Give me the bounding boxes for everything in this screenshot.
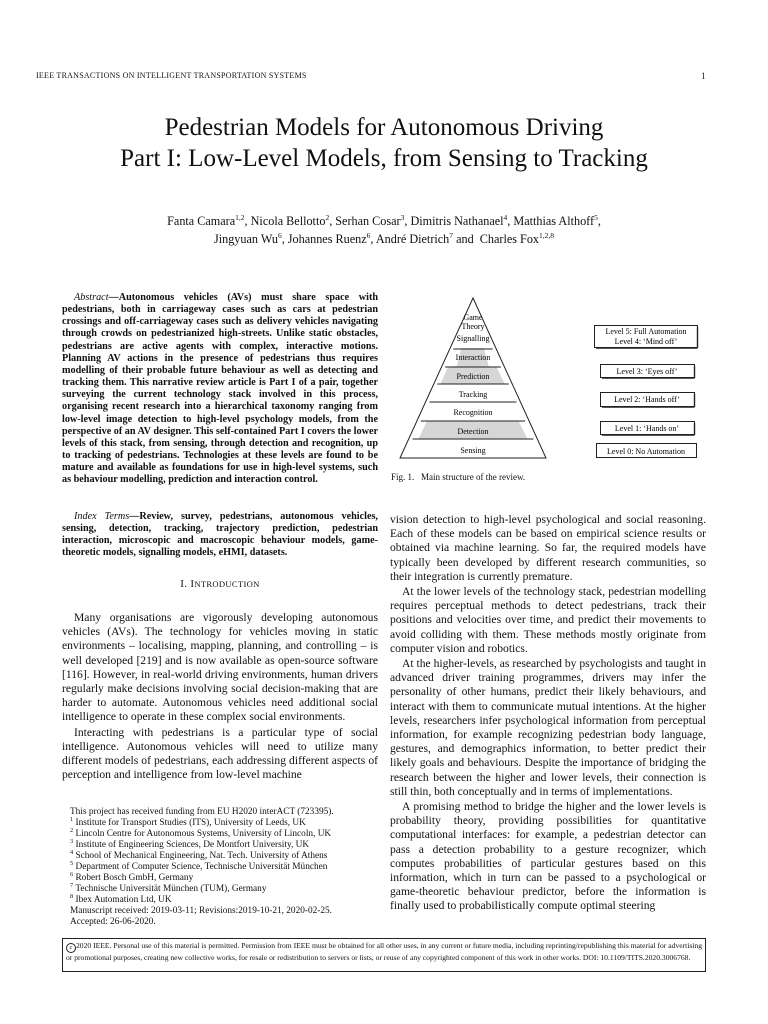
title-line-2: Part I: Low-Level Models, from Sensing to Tracking <box>120 145 648 172</box>
pyramid-label: Signalling <box>456 334 490 343</box>
automation-level: Level 4: ‘Mind off’ <box>614 337 678 346</box>
affiliation: $^3$ Institute of Engineering Sciences, De Montfort University, UK <box>70 838 310 851</box>
intro-body <box>62 611 378 783</box>
pyramid-label: Recognition <box>453 408 493 417</box>
author: Johannes Ruenz$^6$, <box>287 231 376 246</box>
paragraph: Interacting with pedestrians is a particular type of social intelligence. Autonomous vehicles will need to utilize many different models of pedestrians, each addressing different aspects of perception and intelligence from low-level machine <box>62 725 378 782</box>
footnotes <box>70 807 380 929</box>
automation-level: Level 2: ‘Hands off’ <box>614 395 680 404</box>
author: Serhan Cosar$^3$, <box>335 213 411 228</box>
paper-title <box>0 112 768 174</box>
author: Dimitris Nathanael$^4$, <box>410 213 514 228</box>
affiliation: $^2$ Lincoln Centre for Autonomous Systems, University of Lincoln, UK <box>70 827 332 840</box>
affiliation: $^5$ Department of Computer Science, Technische Universität München <box>70 860 328 873</box>
pyramid-label: Interaction <box>455 353 491 362</box>
affiliation: $^7$ Technische Universität München (TUM), Germany <box>70 882 267 895</box>
copyright-text: 2020 IEEE. Personal use of this material is permitted. Permission from IEEE must be obtained for all other uses, in any current or future media, including reprinting/republishing this material for advertising or promotional purposes, creating new collective works, for resale or redistribution to servers or lists, or reuse of any copyrighted component of this work in other works. DOI: 10.1109/TITS.2020.3006768. <box>66 941 702 962</box>
automation-level: Level 1: ‘Hands on’ <box>614 424 680 433</box>
index-terms <box>62 511 378 560</box>
paragraph: At the higher-levels, as researched by psychologists and taught in advanced driver training programmes, drivers may infer the personality of other humans, predict their likely behaviours, and interact with them to communicate mutual intentions. At the higher levels, researchers infer psychological information from perceptual information, for example recognizing pedestrian body language, gestures, and demographics information, to better predict their likely goals and behaviours. Despite the importance of bridging the research between the higher and lower levels, their connection is still thin, both conceptually and in terms of implementations. <box>390 657 706 798</box>
paragraph: A promising method to bridge the higher and the lower levels is probability theory, providing possibilities for quantitative computational interfaces: for example, a pedestrian detector can pass a detection probability to a gesture recognizer, which computes probabilities of particular gestures based on this information, which in turn can be passed to a psychological or game-theoretic behaviour predictor, before the information is finally used to probabilistically compute optimal steering <box>390 800 706 913</box>
abstract-label: Abstract <box>74 292 109 303</box>
right-column-body <box>390 513 706 915</box>
pyramid-label: Sensing <box>460 446 486 455</box>
affiliation: $^6$ Robert Bosch GmbH, Germany <box>70 871 194 884</box>
pyramid-label: Tracking <box>458 390 488 399</box>
figure-caption: Fig. 1. Main structure of the review. <box>391 472 526 482</box>
author: Fanta Camara$^{1,2}$, <box>167 213 251 228</box>
affiliation: $^1$ Institute for Transport Studies (ITS), University of Leeds, UK <box>70 816 306 829</box>
running-head: IEEE TRANSACTIONS ON INTELLIGENT TRANSPORTATION SYSTEMS <box>36 71 307 80</box>
pyramid-label: Prediction <box>456 372 490 381</box>
pyramid-label: Game <box>463 313 483 322</box>
accepted-date: Accepted: 26-06-2020. <box>70 917 156 928</box>
title-line-1: Pedestrian Models for Autonomous Driving <box>164 114 604 141</box>
paragraph: vision detection to high-level psychological and social reasoning. Each of these models can be based on empirical science results or obtained via machine learning. So far, the required models have typically been developed by different research communities, so their integration is currently premature. <box>390 513 706 583</box>
pyramid-label: Detection <box>457 427 489 436</box>
author: Matthias Althoff$^5$, <box>513 213 601 228</box>
author: André Dietrich$^7$ and <box>375 231 480 246</box>
author: Charles Fox$^{1,2,8}$ <box>479 231 555 246</box>
author: Nicola Bellotto$^2$, <box>250 213 336 228</box>
abstract-text: —Autonomous vehicles (AVs) must share space with pedestrians, both in carriageway cases such as cars at pedestrian crossings and off-carriageway cases such as delivery vehicles navigating through crowds on pedestrianized high-streets. Unlike static obstacles, pedestrians are active agents with complex, interactive motions. Planning AV actions in the presence of pedestrians thus requires modelling of their probable future behaviour as well as detecting and tracking them. This narrative review article is Part I of a pair, together surveying the current technology stack involved in this process, organising recent research into a hierarchical taxonomy ranging from low-level image detection to high-level psychology models, from the perspective of an AV designer. This self-contained Part I covers the lower levels of this stack, from sensing, through detection and recognition, up to tracking of pedestrians. Technologies at these levels are found to be mature and available as foundations for use in high-level systems, such as behaviour modelling, prediction and interaction control. <box>62 292 378 486</box>
pyramid-label: Theory <box>461 322 485 331</box>
section-heading: I. INTRODUCTION <box>180 578 260 590</box>
affiliation: $^8$ Ibex Automation Ltd, UK <box>70 893 172 906</box>
author: Jingyuan Wu$^6$, <box>213 231 288 246</box>
affiliation: $^4$ School of Mechanical Engineering, Nat. Tech. University of Athens <box>70 849 328 862</box>
funding-note: This project has received funding from EU H2020 interACT (723395). <box>70 807 334 817</box>
author-list <box>40 212 728 248</box>
figure-1 <box>390 292 710 468</box>
index-terms-label: Index Terms <box>74 511 130 522</box>
automation-level: Level 5: Full Automation <box>605 327 687 336</box>
copyright-notice <box>62 938 706 972</box>
index-terms-text: —Review, survey, pedestrians, autonomous vehicles, sensing, detection, tracking, trajectory prediction, pedestrian interaction, microscopic and macroscopic behaviour models, game-theoretic models, signalling models, eHMI, datasets. <box>62 511 378 559</box>
copyright-icon: c <box>66 943 76 953</box>
paragraph: At the lower levels of the technology stack, pedestrian modelling requires perceptual methods to detect pedestrians, track their positions and velocities over time, and predict their movements to avoid colliding with them. These methods mostly originate from computer vision and robotics. <box>390 585 706 655</box>
automation-level: Level 3: ‘Eyes off’ <box>616 367 678 376</box>
manuscript-dates: Manuscript received: 2019-03-11; Revisions:2019-10-21, 2020-02-25. <box>70 906 332 917</box>
page-number: 1 <box>701 71 706 81</box>
abstract <box>62 292 378 487</box>
paragraph: Many organisations are vigorously developing autonomous vehicles (AVs). The technology for vehicles moving in static environments – localising, mapping, planning, and controlling – is well developed [219] and is now available as open-source software [116]. However, in real-world driving environments, human drivers regularly make decisions involving social decision-making that are harder to automate. Autonomous vehicles need additional social intelligence to operate in these complex social environments. <box>62 611 378 724</box>
automation-level: Level 0: No Automation <box>607 447 685 456</box>
